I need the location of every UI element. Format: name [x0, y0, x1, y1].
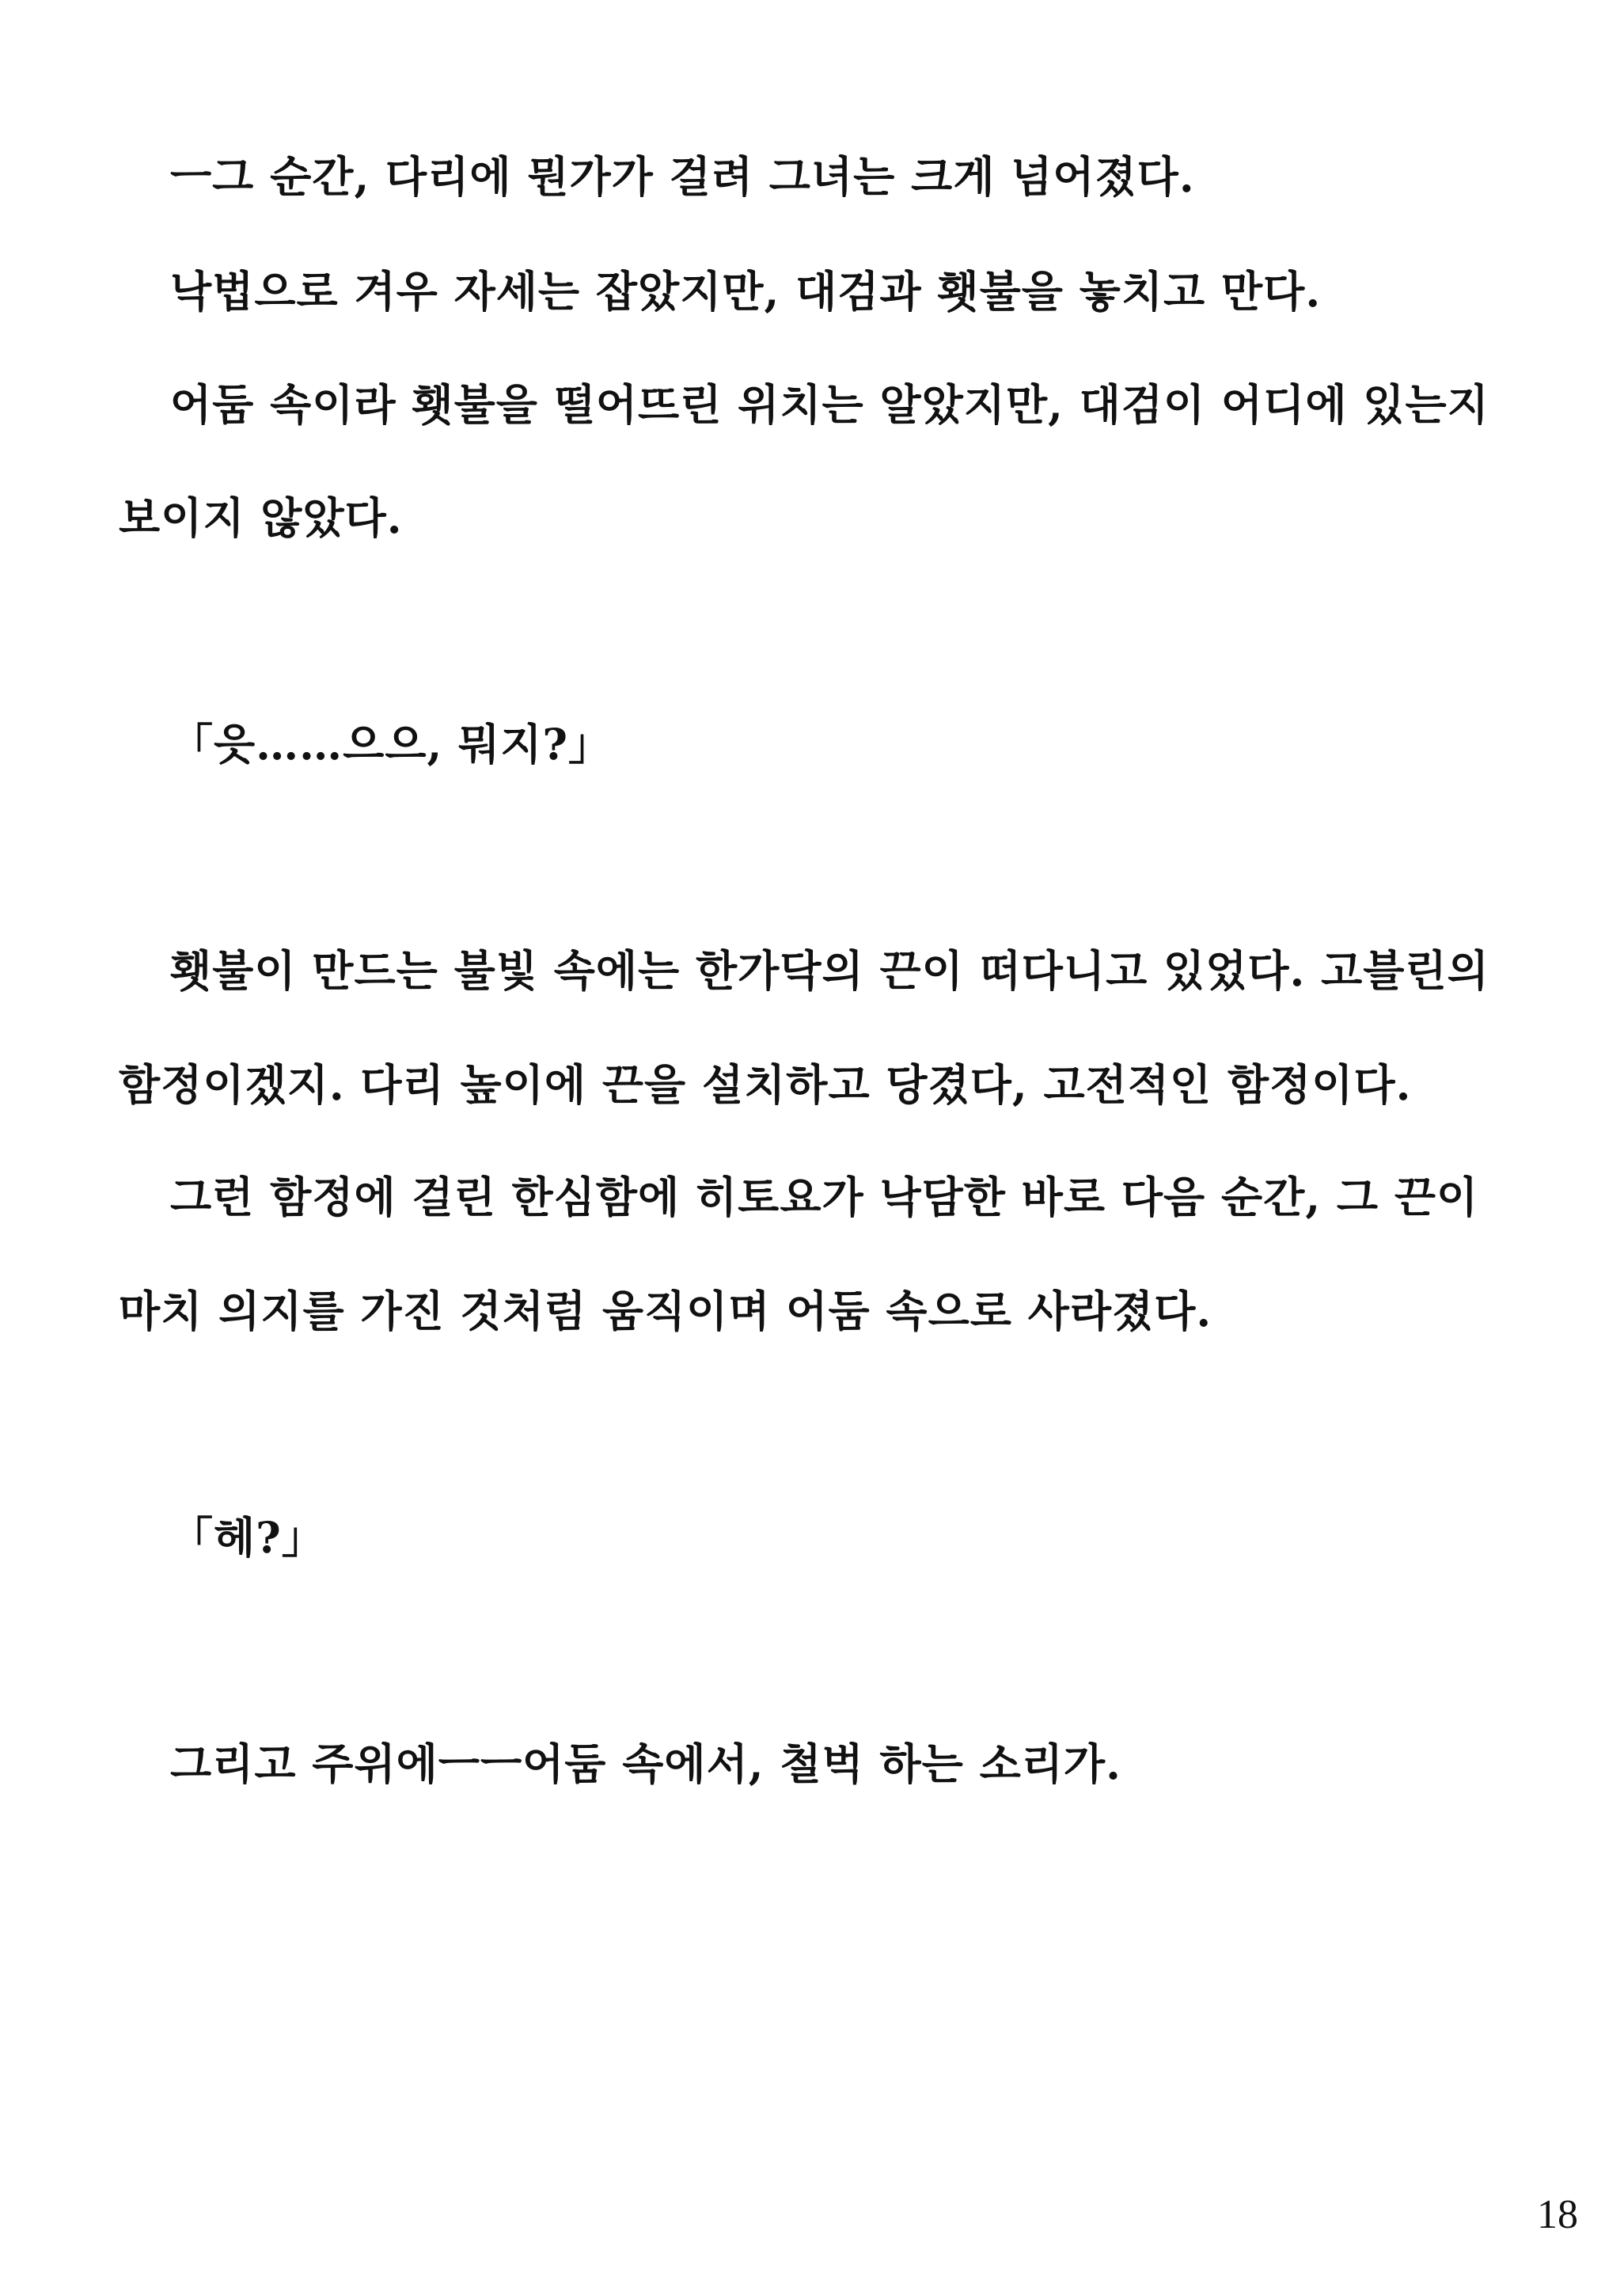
paragraph-line-2: 낙법으로 겨우 자세는 잡았지만, 대검과 횃불을 놓치고 만다. [170, 266, 1322, 317]
paragraph-line-5: 횃불이 만드는 불빛 속에는 한가닥의 끈이 떠다니고 있었다. 고블린의 [170, 945, 1489, 996]
paragraph-line-9: 그리고 주위에ㅡㅡ어둠 속에서, 철벅 하는 소리가. [170, 1738, 1121, 1789]
dialogue-line-1: 「읏……으으, 뭐지?」 [170, 719, 613, 770]
paragraph-line-6: 함정이겠지. 다리 높이에 끈을 설치하고 당겼다, 고전적인 함정이다. [119, 1059, 1412, 1110]
paragraph-line-1: ㅡ그 순간, 다리에 뭔가가 걸려 그녀는 크게 넘어졌다. [170, 151, 1195, 202]
paragraph-line-3: 어둠 속이라 횃불을 떨어뜨린 위치는 알았지만, 대검이 어디에 있는지 [170, 379, 1489, 430]
paragraph-line-7: 그런 함정에 걸린 한심함에 히토요가 낙담한 바로 다음 순간, 그 끈이 [170, 1172, 1479, 1222]
paragraph-line-4: 보이지 않았다. [119, 492, 403, 543]
dialogue-line-2: 「헤?」 [170, 1512, 325, 1563]
page-number: 18 [1537, 2192, 1578, 2237]
paragraph-line-8: 마치 의지를 가진 것처럼 움직이며 어둠 속으로 사라졌다. [119, 1286, 1212, 1336]
